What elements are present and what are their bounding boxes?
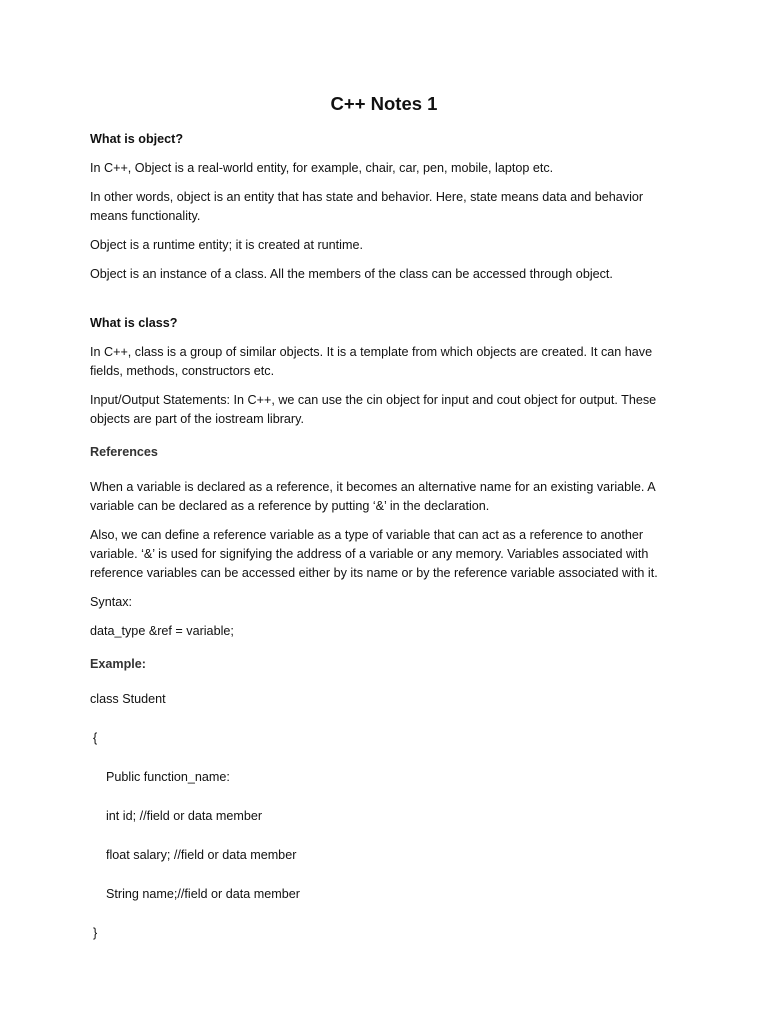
paragraph: Input/Output Statements: In C++, we can use the cin object for input and cout object for output. These objects are part of the iostream library. bbox=[90, 393, 657, 426]
code-line: } bbox=[93, 926, 98, 940]
document-body bbox=[90, 130, 680, 963]
heading-what-is-class: What is class? bbox=[90, 316, 178, 330]
code-line: float salary; //field or data member bbox=[106, 848, 297, 862]
syntax-label: Syntax: bbox=[90, 595, 132, 609]
paragraph: Object is a runtime entity; it is created at runtime. bbox=[90, 238, 363, 252]
code-line: int id; //field or data member bbox=[106, 809, 263, 823]
code-line: class Student bbox=[90, 692, 166, 706]
code-line: String name;//field or data member bbox=[106, 887, 300, 901]
paragraph: Also, we can define a reference variable as a type of variable that can act as a reference to another variable. ‘&’ is used for signifying the address of a variable or any memory. Variables associated with reference variables can be accessed either by its name or by the reference variable associated with it. bbox=[90, 528, 658, 580]
paragraph: When a variable is declared as a reference, it becomes an alternative name for an existing variable. A variable can be declared as a reference by putting ‘&’ in the declaration. bbox=[90, 480, 655, 513]
heading-what-is-object: What is object? bbox=[90, 132, 184, 146]
code-line: Public function_name: bbox=[106, 770, 230, 784]
heading-example: Example: bbox=[90, 657, 146, 671]
heading-references: References bbox=[90, 445, 158, 459]
paragraph: In C++, class is a group of similar objects. It is a template from which objects are created. It can have fields, methods, constructors etc. bbox=[90, 345, 653, 378]
page-title: C++ Notes 1 bbox=[330, 93, 438, 114]
code-example bbox=[90, 690, 680, 953]
paragraph: In C++, Object is a real-world entity, for example, chair, car, pen, mobile, laptop etc. bbox=[90, 161, 554, 175]
paragraph: In other words, object is an entity that has state and behavior. Here, state means data and behavior means functionality. bbox=[90, 190, 644, 223]
paragraph: Object is an instance of a class. All the members of the class can be accessed through object. bbox=[90, 267, 613, 281]
code-line: { bbox=[93, 731, 98, 745]
syntax-code: data_type &ref = variable; bbox=[90, 624, 234, 638]
